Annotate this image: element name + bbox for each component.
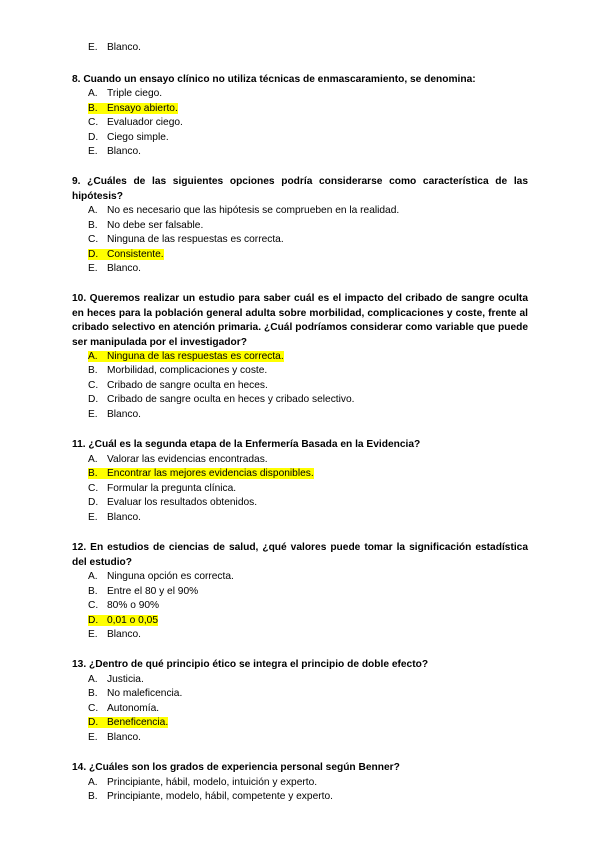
option-d-correct: D. 0,01 o 0,05 bbox=[88, 614, 158, 626]
option-a: A. Ninguna opción es correcta. bbox=[88, 571, 234, 582]
option-b-correct: B. Encontrar las mejores evidencias disponibles. bbox=[88, 468, 314, 479]
option-e: E. Blanco. bbox=[88, 731, 141, 743]
option-d: D. Ciego simple. bbox=[88, 131, 169, 143]
option-c: C. Evaluador ciego. bbox=[88, 117, 183, 128]
option-b: B. No maleficencia. bbox=[88, 688, 183, 699]
option-c: C. Cribado de sangre oculta en heces. bbox=[88, 379, 268, 391]
option-e: E. Blanco. bbox=[88, 408, 141, 420]
option-a: A. Triple ciego. bbox=[88, 88, 163, 99]
option-c: C. Autonomía. bbox=[88, 702, 160, 714]
option-e: E. Blanco. bbox=[88, 629, 141, 640]
option-a: A. Principiante, hábil, modelo, intuición y experto. bbox=[88, 776, 318, 788]
question-14: 14. ¿Cuáles son los grados de experiencia personal según Benner? bbox=[72, 762, 400, 773]
option-b: B. Entre el 80 y el 90% bbox=[88, 585, 199, 597]
option-d-correct: D. Beneficencia. bbox=[88, 717, 169, 728]
option-c: C. Formular la pregunta clínica. bbox=[88, 482, 237, 494]
option-a: A. Valorar las evidencias encontradas. bbox=[88, 453, 268, 465]
question-9: 9. ¿Cuáles de las siguientes opciones podría considerarse como característica de las hipótesis? bbox=[72, 176, 528, 202]
option-a: A. No es necesario que las hipótesis se comprueben en la realidad. bbox=[88, 205, 400, 216]
option-c: C. Ninguna de las respuestas es correcta. bbox=[88, 234, 284, 245]
question-10: 10. Queremos realizar un estudio para saber cuál es el impacto del cribado de sangre oculta en heces para la población general adulta sobre morbilidad, complicaciones y coste, frente al cribado selectivo en atención primaria. ¿Cuál podríamos considerar como variable que puede ser manipulada por el investigador? bbox=[72, 293, 528, 348]
option-c: C. 80% o 90% bbox=[88, 600, 160, 611]
question-12: 12. En estudios de ciencias de salud, ¿qué valores puede tomar la significación estadística del estudio? bbox=[72, 542, 528, 568]
question-8: 8. Cuando un ensayo clínico no utiliza técnicas de enmascaramiento, se denomina: bbox=[72, 74, 476, 85]
option-e: E. Blanco. bbox=[88, 511, 141, 523]
option-b: B. Morbilidad, complicaciones y coste. bbox=[88, 365, 268, 376]
option-a: A. Justicia. bbox=[88, 673, 144, 685]
option-d: D. Cribado de sangre oculta en heces y cribado selectivo. bbox=[88, 394, 355, 405]
option-d: D. Evaluar los resultados obtenidos. bbox=[88, 497, 258, 508]
option-e: E. Blanco. bbox=[88, 146, 141, 157]
option-b: B. Principiante, modelo, hábil, competente y experto. bbox=[88, 791, 333, 802]
option-b: B. No debe ser falsable. bbox=[88, 219, 204, 231]
question-11: 11. ¿Cuál es la segunda etapa de la Enfermería Basada en la Evidencia? bbox=[72, 439, 421, 450]
option-a-correct: A. Ninguna de las respuestas es correcta. bbox=[88, 350, 284, 362]
option-e: E. Blanco. bbox=[88, 263, 141, 274]
question-13: 13. ¿Dentro de qué principio ético se integra el principio de doble efecto? bbox=[72, 659, 429, 670]
option-d-correct: D. Consistente. bbox=[88, 248, 164, 260]
option-e: E. Blanco. bbox=[88, 42, 141, 53]
option-b-correct: B. Ensayo abierto. bbox=[88, 102, 178, 114]
